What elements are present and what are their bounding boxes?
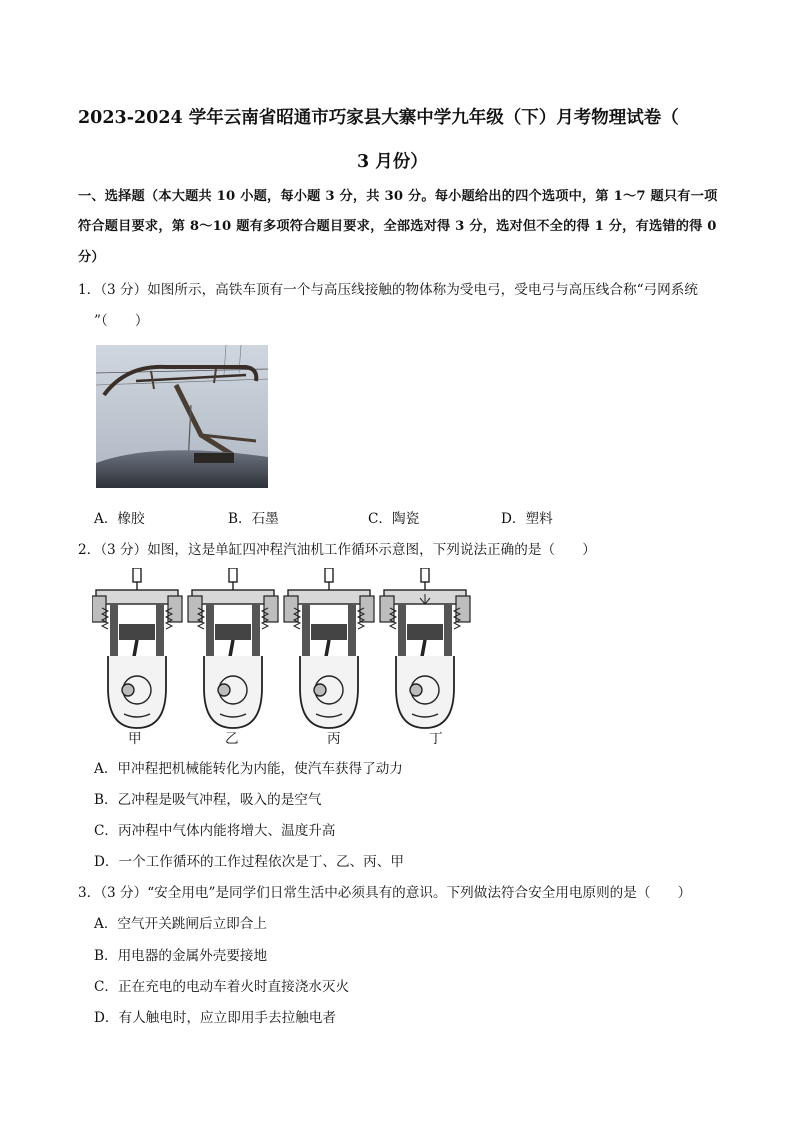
pantograph-photo (96, 345, 268, 488)
question-1-option-d: D．塑料 (501, 511, 553, 527)
four-stroke-engine-diagram (92, 568, 472, 746)
question-1-stem-line2: ”（ ） (94, 313, 149, 329)
question-1-stem-line1: 1．（3 分）如图所示，高铁车顶有一个与高压线接触的物体称为受电弓，受电弓与高压线合称“弓网系统 (78, 282, 698, 298)
engine-label-3: 丙 (327, 731, 341, 747)
section-heading-line3: 分） (78, 250, 105, 265)
question-1-option-c: C．陶瓷 (368, 511, 420, 527)
section-heading-line1: 一、选择题（本大题共 10 小题，每小题 3 分，共 30 分。每小题给出的四个选项中，第 1～7 题只有一项 (78, 189, 718, 204)
question-3-option-a: A．空气开关跳闸后立即合上 (94, 916, 267, 932)
question-2-option-d: D．一个工作循环的工作过程依次是丁、乙、丙、甲 (94, 854, 404, 870)
engine-label-1: 甲 (128, 731, 142, 747)
section-heading-line2: 符合题目要求，第 8～10 题有多项符合题目要求，全部选对得 3 分，选对但不全的得 1 分，有选错的得 0 (78, 219, 717, 234)
question-3-option-b: B．用电器的金属外壳要接地 (94, 948, 268, 964)
question-3-stem: 3．（3 分）“安全用电”是同学们日常生活中必须具有的意识。下列做法符合安全用电原则的是（ ） (78, 885, 692, 901)
page-title-line2: 3 月份） (357, 152, 428, 172)
page-title-line1: 2023-2024 学年云南省昭通市巧家县大寨中学九年级（下）月考物理试卷（ (78, 108, 679, 128)
question-1-option-a: A．橡胶 (94, 511, 145, 527)
question-3-option-c: C．正在充电的电动车着火时直接浇水灭火 (94, 979, 350, 995)
question-2-option-c: C．丙冲程中气体内能将增大、温度升高 (94, 823, 336, 839)
question-2-option-b: B．乙冲程是吸气冲程，吸入的是空气 (94, 792, 322, 808)
question-2-option-a: A．甲冲程把机械能转化为内能，使汽车获得了动力 (94, 761, 403, 777)
engine-label-4: 丁 (429, 731, 443, 747)
question-2-stem: 2．（3 分）如图，这是单缸四冲程汽油机工作循环示意图，下列说法正确的是（ ） (78, 542, 596, 558)
question-1-option-b: B．石墨 (228, 511, 279, 527)
engine-label-2: 乙 (225, 731, 239, 747)
question-3-option-d: D．有人触电时，应立即用手去拉触电者 (94, 1010, 336, 1026)
